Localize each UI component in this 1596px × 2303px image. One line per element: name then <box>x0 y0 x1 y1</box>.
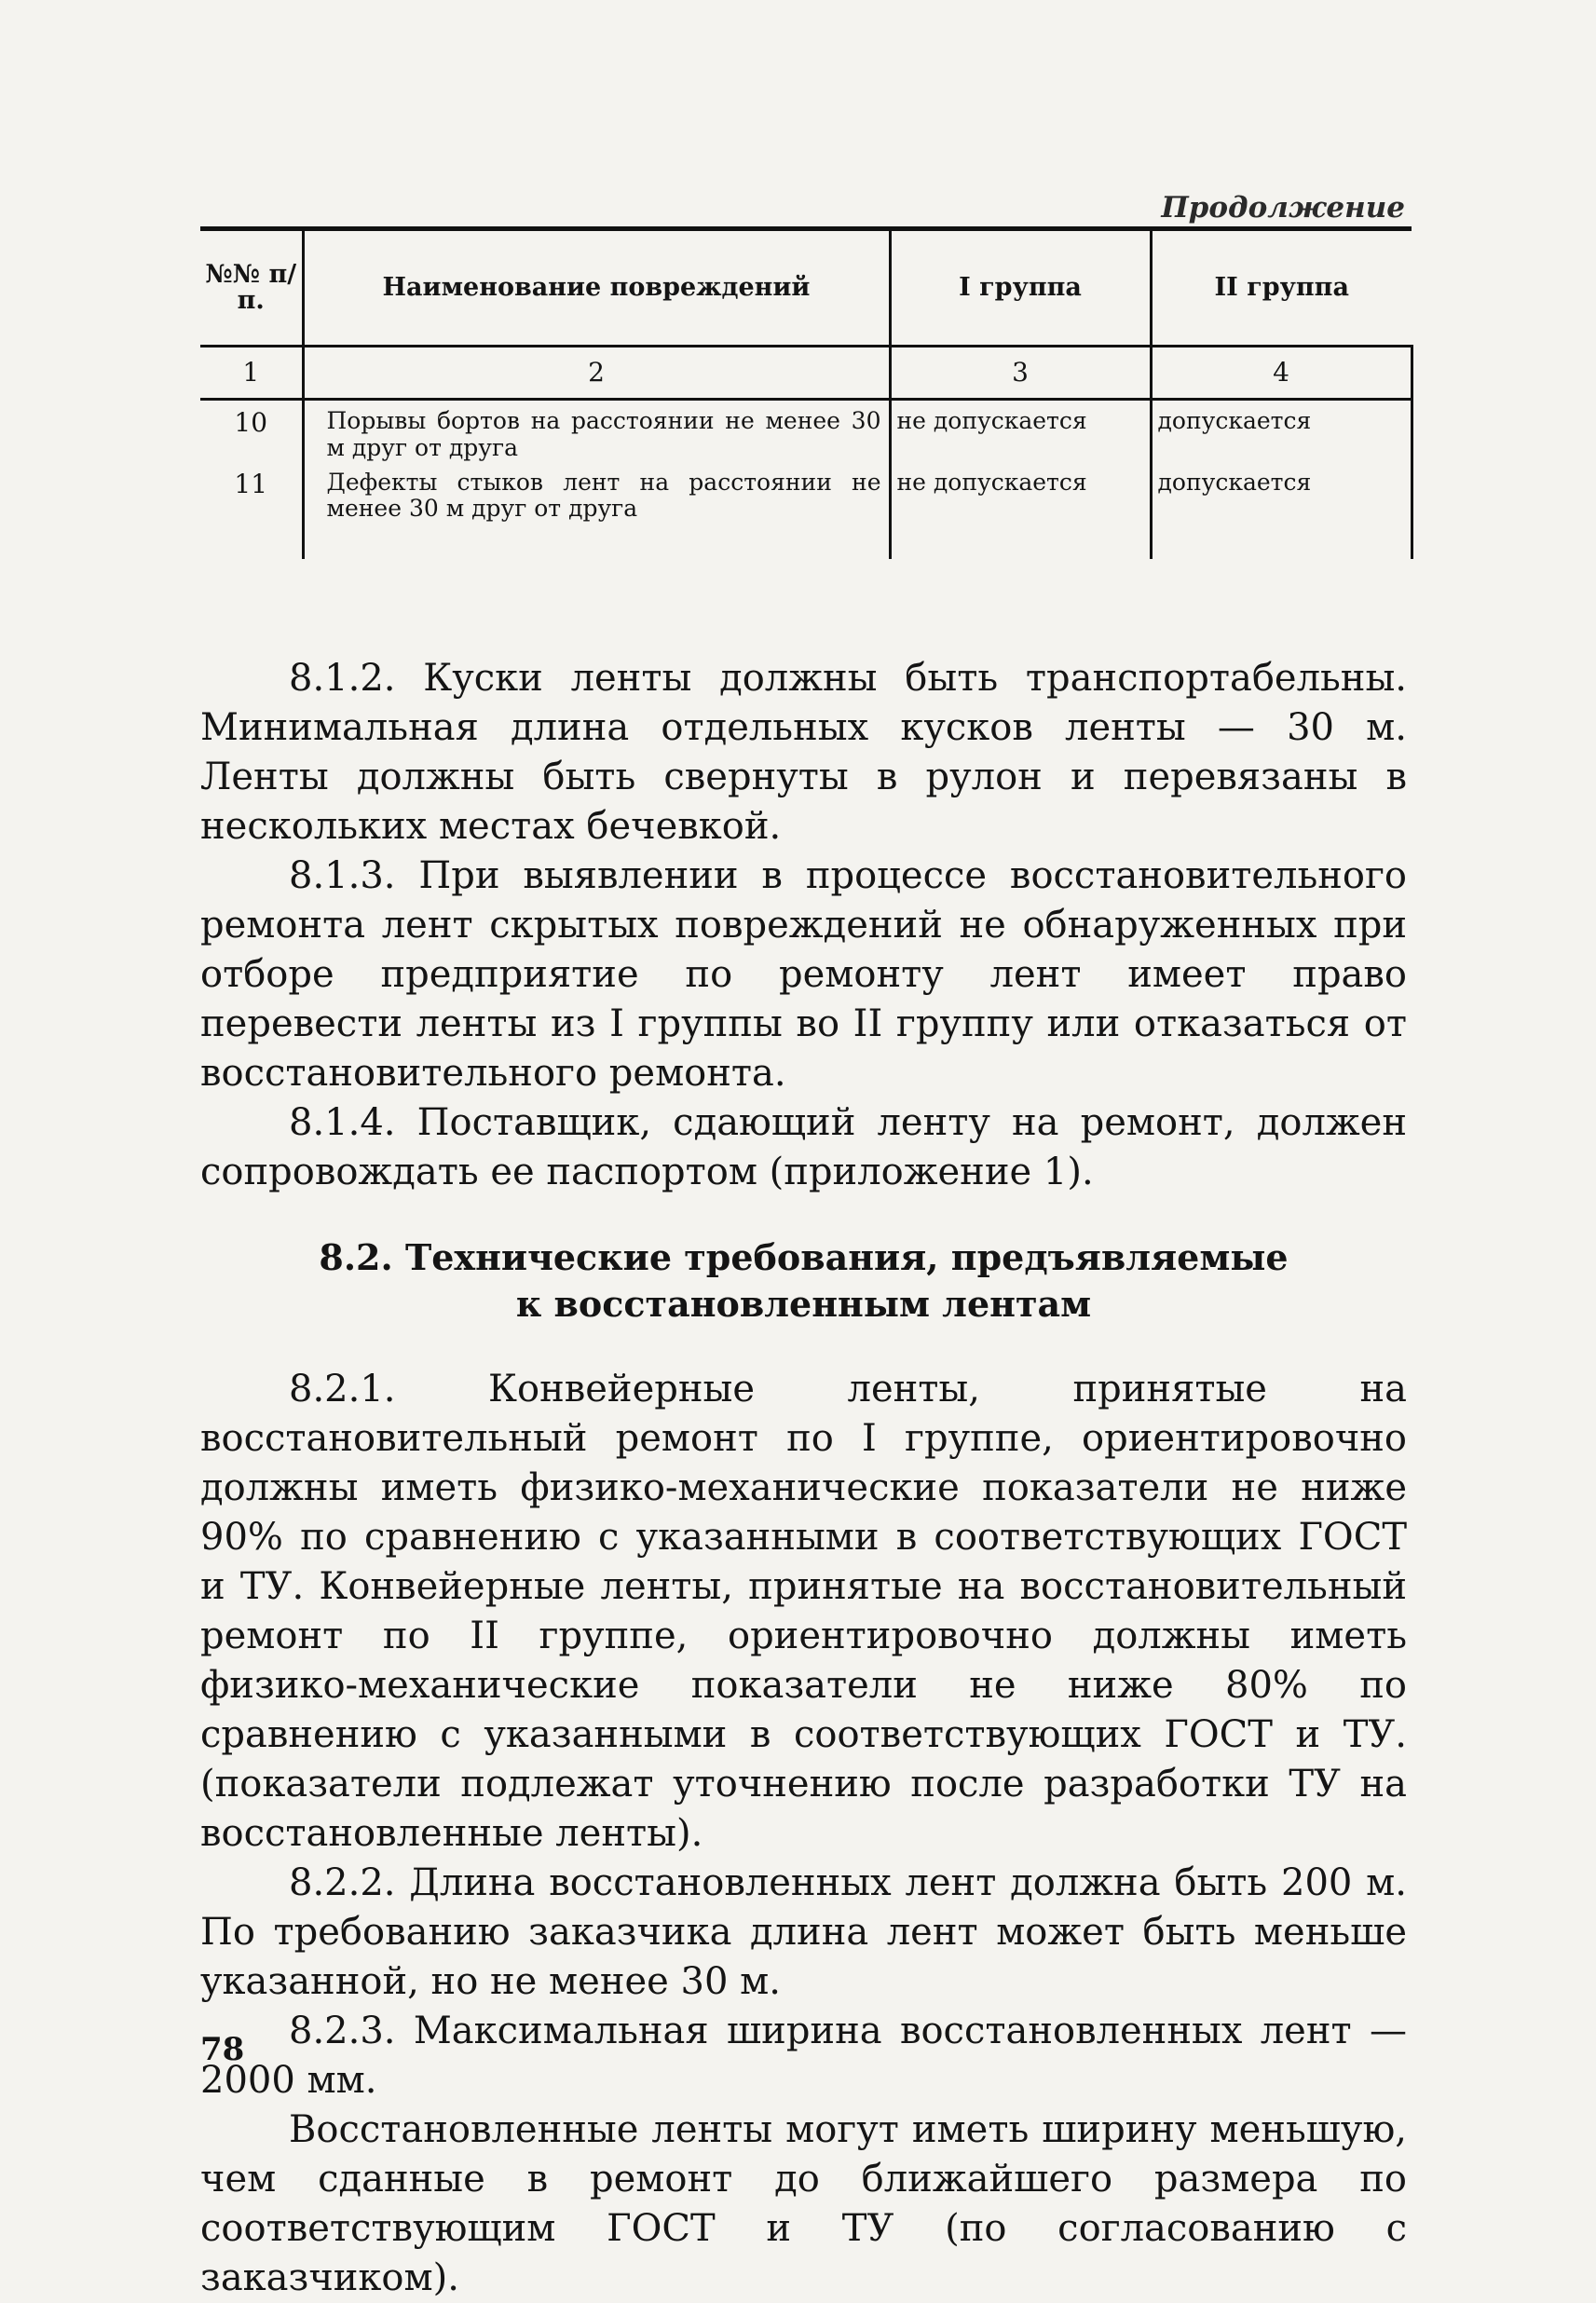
column-number: 4 <box>1151 347 1412 400</box>
column-number: 2 <box>303 347 890 400</box>
page-number: 78 <box>200 2031 245 2068</box>
continuation-label: Продолжение <box>1161 191 1405 225</box>
paragraph-width-note: Восстановленные ленты могут иметь ширину меньшую, чем сданные в ремонт до ближайшего размера по соответствующим ГОСТ и ТУ (по согласованию с заказчиком). <box>200 2108 1407 2299</box>
section-heading-8-2 <box>200 1234 1407 1328</box>
column-number: 3 <box>890 347 1151 400</box>
column-number-row <box>200 347 1412 400</box>
column-number: 1 <box>200 347 303 400</box>
table-row <box>200 462 1412 559</box>
row-number: 10 <box>200 400 303 462</box>
col-header-name: Наименование повреждений <box>303 229 890 347</box>
table-row <box>200 400 1412 462</box>
damage-table <box>200 226 1413 559</box>
section-heading-line1: 8.2. Технические требования, предъявляемые <box>319 1236 1289 1278</box>
paragraph-8-1-2: 8.1.2. Куски ленты должны быть транспортабельны. Минимальная длина отдельных кусков ленты — 30 м. Ленты должны быть свернуты в рулон и перевязаны в нескольких местах бечевкой. <box>200 657 1407 848</box>
group2-value: допускается <box>1151 462 1412 559</box>
table-header-row <box>200 229 1412 347</box>
col-header-group1: I группа <box>890 229 1151 347</box>
group2-value: допускается <box>1151 400 1412 462</box>
col-header-number: №№ п/п. <box>200 229 303 347</box>
paragraph-8-1-3: 8.1.3. При выявлении в процессе восстановительного ремонта лент скрытых повреждений не обнаруженных при отборе предприятие по ремонту лент имеет право перевести ленты из I группы во II группу или отказаться от восстановительного ремонта. <box>200 854 1407 1095</box>
paragraph-8-1-4: 8.1.4. Поставщик, сдающий ленту на ремонт, должен сопровождать ее паспортом (приложение 1). <box>200 1101 1407 1193</box>
row-number: 11 <box>200 462 303 559</box>
damage-table-container <box>200 226 1412 559</box>
paragraph-8-2-2: 8.2.2. Длина восстановленных лент должна быть 200 м. По требованию заказчика длина лент может быть меньше указанной, но не менее 30 м. <box>200 1861 1407 2003</box>
paragraph-8-2-3: 8.2.3. Максимальная ширина восстановленных лент — 2000 мм. <box>200 2010 1407 2102</box>
paragraph-8-2-1: 8.2.1. Конвейерные ленты, принятые на восстановительный ремонт по I группе, ориентировочно должны иметь физико-механические показатели не ниже 90% по сравнению с указанными в соответствующих ГОСТ и ТУ. Конвейерные ленты, принятые на восстановительный ремонт по II группе, ориентировочно должны иметь физико-механические показатели не ниже 80% по сравнению с указанными в соответствующих ГОСТ и ТУ. (показатели подлежат уточнению после разработки ТУ на восстановленные ленты). <box>200 1368 1407 1855</box>
col-header-group2: II группа <box>1151 229 1412 347</box>
section-heading-line2: к восстановленным лентам <box>515 1283 1092 1325</box>
damage-name: Дефекты стыков лент на расстоянии не менее 30 м друг от друга <box>303 462 890 559</box>
group1-value: не допускается <box>890 462 1151 559</box>
damage-name: Порывы бортов на расстоянии не менее 30 м друг от друга <box>303 400 890 462</box>
body-text <box>200 654 1407 2303</box>
group1-value: не допускается <box>890 400 1151 462</box>
